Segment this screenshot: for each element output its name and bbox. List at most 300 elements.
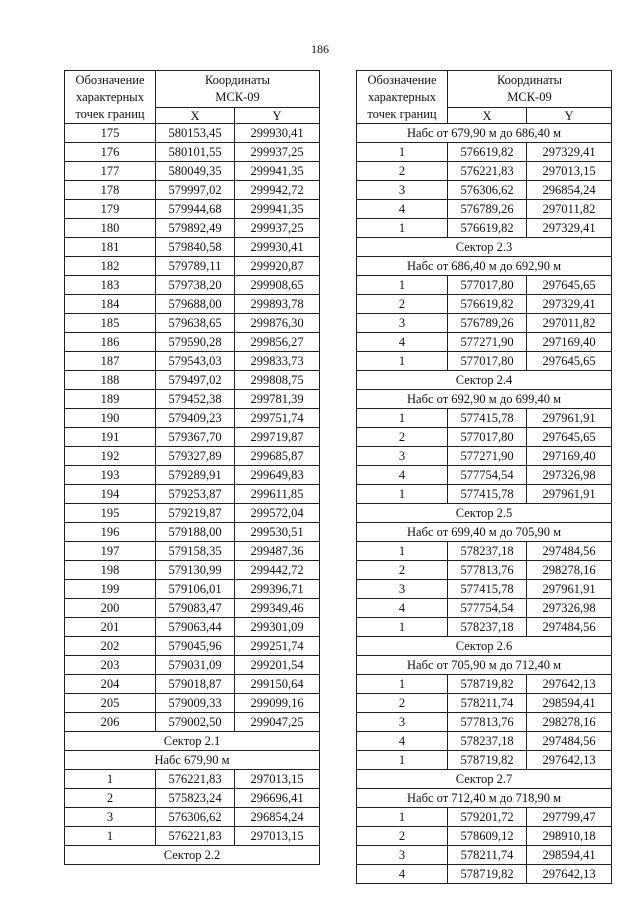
section-label-row	[357, 238, 612, 257]
table-row	[65, 542, 320, 561]
x-coordinate-cell: 577415,78	[448, 409, 527, 428]
table-row	[65, 808, 320, 827]
point-number-cell: 4	[357, 732, 448, 751]
y-coordinate-cell: 298278,16	[527, 561, 612, 580]
point-number-cell: 3	[357, 713, 448, 732]
table-row	[357, 675, 612, 694]
table-row	[357, 143, 612, 162]
y-coordinate-cell: 299201,54	[235, 656, 320, 675]
x-coordinate-cell: 576221,83	[156, 827, 235, 846]
x-coordinate-cell: 577813,76	[448, 561, 527, 580]
table-row	[65, 371, 320, 390]
designation-header-line: характерных	[368, 89, 436, 104]
y-coordinate-cell: 297011,82	[527, 314, 612, 333]
designation-header-line: Обозначение	[75, 72, 145, 87]
x-coordinate-cell: 579543,03	[156, 352, 235, 371]
point-number-cell: 4	[357, 200, 448, 219]
point-number-cell: 2	[357, 428, 448, 447]
y-coordinate-cell: 299349,46	[235, 599, 320, 618]
x-header: X	[156, 108, 235, 124]
x-coordinate-cell: 578211,74	[448, 846, 527, 865]
table-row	[65, 618, 320, 637]
x-coordinate-cell: 577017,80	[448, 276, 527, 295]
y-coordinate-cell: 297011,82	[527, 200, 612, 219]
table-row	[357, 599, 612, 618]
point-number-cell: 3	[357, 580, 448, 599]
point-number-cell: 183	[65, 276, 156, 295]
point-number-cell: 1	[357, 485, 448, 504]
point-number-cell: 1	[357, 618, 448, 637]
point-number-cell: 182	[65, 257, 156, 276]
point-number-cell: 2	[357, 162, 448, 181]
point-number-cell: 194	[65, 485, 156, 504]
coordinates-header	[448, 71, 612, 108]
section-label-row	[65, 732, 320, 751]
section-label: Набс 679,90 м	[65, 751, 320, 770]
y-coordinate-cell: 297961,91	[527, 409, 612, 428]
section-label: Сектор 2.4	[357, 371, 612, 390]
y-coordinate-cell: 299099,16	[235, 694, 320, 713]
table-row	[65, 580, 320, 599]
section-label-row	[357, 124, 612, 143]
point-number-cell: 1	[65, 827, 156, 846]
section-label: Сектор 2.3	[357, 238, 612, 257]
y-coordinate-cell: 297642,13	[527, 675, 612, 694]
table-row	[357, 314, 612, 333]
section-label-row	[357, 656, 612, 675]
table-row	[357, 542, 612, 561]
point-number-cell: 205	[65, 694, 156, 713]
table-row	[357, 865, 612, 884]
y-coordinate-cell: 299530,51	[235, 523, 320, 542]
table-row	[65, 561, 320, 580]
section-label: Сектор 2.2	[65, 846, 320, 865]
x-coordinate-cell: 579018,87	[156, 675, 235, 694]
x-coordinate-cell: 579106,01	[156, 580, 235, 599]
x-coordinate-cell: 575823,24	[156, 789, 235, 808]
coordinates-header-line: МСК-09	[507, 90, 552, 104]
point-number-cell: 1	[357, 352, 448, 371]
y-coordinate-cell: 299150,64	[235, 675, 320, 694]
y-coordinate-cell: 299685,87	[235, 447, 320, 466]
point-number-cell: 190	[65, 409, 156, 428]
y-coordinate-cell: 299930,41	[235, 238, 320, 257]
coordinates-header-line: МСК-09	[215, 90, 260, 104]
section-label-row	[357, 390, 612, 409]
y-coordinate-cell: 299908,65	[235, 276, 320, 295]
x-coordinate-cell: 579289,91	[156, 466, 235, 485]
x-coordinate-cell: 577415,78	[448, 485, 527, 504]
point-number-cell: 196	[65, 523, 156, 542]
section-label: Сектор 2.5	[357, 504, 612, 523]
y-coordinate-cell: 299941,35	[235, 162, 320, 181]
point-number-cell: 197	[65, 542, 156, 561]
point-number-cell: 1	[357, 276, 448, 295]
point-number-cell: 187	[65, 352, 156, 371]
y-coordinate-cell: 299942,72	[235, 181, 320, 200]
point-number-cell: 193	[65, 466, 156, 485]
point-number-cell: 4	[357, 865, 448, 884]
y-coordinate-cell: 299876,30	[235, 314, 320, 333]
x-coordinate-cell: 579840,58	[156, 238, 235, 257]
table-row	[65, 466, 320, 485]
table-row	[65, 333, 320, 352]
coordinates-header	[156, 71, 320, 108]
designation-header-line: точек границ	[367, 106, 437, 121]
x-coordinate-cell: 579002,50	[156, 713, 235, 732]
x-coordinate-cell: 579031,09	[156, 656, 235, 675]
x-coordinate-cell: 576619,82	[448, 219, 527, 238]
y-coordinate-cell: 299751,74	[235, 409, 320, 428]
y-coordinate-cell: 299937,25	[235, 219, 320, 238]
x-coordinate-cell: 579892,49	[156, 219, 235, 238]
x-coordinate-cell: 579738,20	[156, 276, 235, 295]
point-number-cell: 2	[357, 694, 448, 713]
x-coordinate-cell: 578211,74	[448, 694, 527, 713]
point-number-cell: 1	[65, 770, 156, 789]
table-row	[357, 276, 612, 295]
y-coordinate-cell: 297013,15	[527, 162, 612, 181]
x-coordinate-cell: 576221,83	[448, 162, 527, 181]
table-row	[357, 428, 612, 447]
table-row	[357, 352, 612, 371]
point-number-cell: 195	[65, 504, 156, 523]
table-row	[65, 162, 320, 181]
y-coordinate-cell: 297645,65	[527, 428, 612, 447]
section-label-row	[65, 751, 320, 770]
point-number-cell: 178	[65, 181, 156, 200]
x-coordinate-cell: 577415,78	[448, 580, 527, 599]
table-row	[65, 200, 320, 219]
y-coordinate-cell: 297169,40	[527, 447, 612, 466]
y-coordinate-cell: 298910,18	[527, 827, 612, 846]
x-coordinate-cell: 577017,80	[448, 428, 527, 447]
y-coordinate-cell: 299719,87	[235, 428, 320, 447]
y-coordinate-cell: 297169,40	[527, 333, 612, 352]
y-coordinate-cell: 296854,24	[527, 181, 612, 200]
point-number-cell: 184	[65, 295, 156, 314]
y-coordinate-cell: 299941,35	[235, 200, 320, 219]
section-label: Набс от 699,40 м до 705,90 м	[357, 523, 612, 542]
y-coordinate-cell: 297013,15	[235, 827, 320, 846]
point-number-cell: 199	[65, 580, 156, 599]
table-row	[357, 580, 612, 599]
point-number-cell: 2	[357, 827, 448, 846]
designation-header	[357, 71, 448, 124]
table-row	[65, 523, 320, 542]
y-coordinate-cell: 297326,98	[527, 599, 612, 618]
table-row	[65, 314, 320, 333]
table-row	[65, 770, 320, 789]
x-coordinate-cell: 578609,12	[448, 827, 527, 846]
designation-header-line: Обозначение	[367, 72, 437, 87]
table-row	[65, 276, 320, 295]
table-row	[65, 599, 320, 618]
section-label: Набс от 692,90 м до 699,40 м	[357, 390, 612, 409]
y-coordinate-cell: 299808,75	[235, 371, 320, 390]
y-header: Y	[527, 108, 612, 124]
section-label: Сектор 2.1	[65, 732, 320, 751]
coordinates-table-right	[356, 70, 612, 884]
point-number-cell: 3	[357, 447, 448, 466]
x-coordinate-cell: 576789,26	[448, 314, 527, 333]
x-coordinate-cell: 578719,82	[448, 675, 527, 694]
x-coordinate-cell: 579997,02	[156, 181, 235, 200]
x-coordinate-cell: 579201,72	[448, 808, 527, 827]
point-number-cell: 206	[65, 713, 156, 732]
point-number-cell: 1	[357, 219, 448, 238]
x-coordinate-cell: 576221,83	[156, 770, 235, 789]
y-header: Y	[235, 108, 320, 124]
table-row	[357, 200, 612, 219]
y-coordinate-cell: 297484,56	[527, 542, 612, 561]
x-coordinate-cell: 578237,18	[448, 542, 527, 561]
x-coordinate-cell: 580101,55	[156, 143, 235, 162]
coordinates-header-line: Координаты	[496, 73, 563, 87]
coordinates-header-line: Координаты	[204, 73, 271, 87]
y-coordinate-cell: 299937,25	[235, 143, 320, 162]
y-coordinate-cell: 299649,83	[235, 466, 320, 485]
table-row	[65, 637, 320, 656]
point-number-cell: 198	[65, 561, 156, 580]
table-row	[357, 846, 612, 865]
table-row	[357, 409, 612, 428]
table-row	[357, 181, 612, 200]
x-header: X	[448, 108, 527, 124]
point-number-cell: 192	[65, 447, 156, 466]
y-coordinate-cell: 297961,91	[527, 580, 612, 599]
section-label-row	[357, 523, 612, 542]
section-label-row	[357, 371, 612, 390]
section-label-row	[357, 637, 612, 656]
x-coordinate-cell: 577271,90	[448, 333, 527, 352]
section-label: Набс от 679,90 м до 686,40 м	[357, 124, 612, 143]
x-coordinate-cell: 580049,35	[156, 162, 235, 181]
point-number-cell: 4	[357, 599, 448, 618]
x-coordinate-cell: 576619,82	[448, 143, 527, 162]
table-row	[357, 333, 612, 352]
y-coordinate-cell: 299920,87	[235, 257, 320, 276]
table-row	[357, 618, 612, 637]
x-coordinate-cell: 577271,90	[448, 447, 527, 466]
x-coordinate-cell: 580153,45	[156, 124, 235, 143]
y-coordinate-cell: 299611,85	[235, 485, 320, 504]
point-number-cell: 180	[65, 219, 156, 238]
y-coordinate-cell: 297484,56	[527, 732, 612, 751]
table-row	[65, 827, 320, 846]
section-label-row	[357, 770, 612, 789]
point-number-cell: 3	[65, 808, 156, 827]
table-row	[357, 827, 612, 846]
y-coordinate-cell: 297484,56	[527, 618, 612, 637]
point-number-cell: 4	[357, 333, 448, 352]
point-number-cell: 189	[65, 390, 156, 409]
table-row	[357, 561, 612, 580]
table-row	[65, 447, 320, 466]
point-number-cell: 202	[65, 637, 156, 656]
x-coordinate-cell: 579688,00	[156, 295, 235, 314]
point-number-cell: 1	[357, 409, 448, 428]
point-number-cell: 176	[65, 143, 156, 162]
x-coordinate-cell: 576619,82	[448, 295, 527, 314]
y-coordinate-cell: 299781,39	[235, 390, 320, 409]
x-coordinate-cell: 579590,28	[156, 333, 235, 352]
x-coordinate-cell: 578237,18	[448, 732, 527, 751]
y-coordinate-cell: 296854,24	[235, 808, 320, 827]
point-number-cell: 1	[357, 675, 448, 694]
table-row	[65, 181, 320, 200]
table-row	[357, 295, 612, 314]
coordinates-table-left	[64, 70, 320, 865]
section-label: Сектор 2.7	[357, 770, 612, 789]
y-coordinate-cell: 297013,15	[235, 770, 320, 789]
designation-header	[65, 71, 156, 124]
x-coordinate-cell: 579253,87	[156, 485, 235, 504]
x-coordinate-cell: 579497,02	[156, 371, 235, 390]
y-coordinate-cell: 297326,98	[527, 466, 612, 485]
table-row	[357, 485, 612, 504]
section-label: Набс от 686,40 м до 692,90 м	[357, 257, 612, 276]
x-coordinate-cell: 577813,76	[448, 713, 527, 732]
y-coordinate-cell: 299251,74	[235, 637, 320, 656]
point-number-cell: 3	[357, 181, 448, 200]
section-label: Набс от 712,40 м до 718,90 м	[357, 789, 612, 808]
point-number-cell: 203	[65, 656, 156, 675]
table-row	[357, 219, 612, 238]
y-coordinate-cell: 297642,13	[527, 865, 612, 884]
table-row	[65, 352, 320, 371]
point-number-cell: 185	[65, 314, 156, 333]
point-number-cell: 2	[65, 789, 156, 808]
point-number-cell: 2	[357, 295, 448, 314]
table-row	[65, 504, 320, 523]
y-coordinate-cell: 297961,91	[527, 485, 612, 504]
point-number-cell: 175	[65, 124, 156, 143]
table-row	[357, 808, 612, 827]
page-number: 186	[311, 42, 329, 56]
y-coordinate-cell: 296696,41	[235, 789, 320, 808]
table-row	[65, 390, 320, 409]
point-number-cell: 1	[357, 808, 448, 827]
table-row	[357, 466, 612, 485]
x-coordinate-cell: 577754,54	[448, 599, 527, 618]
x-coordinate-cell: 579638,65	[156, 314, 235, 333]
table-row	[65, 295, 320, 314]
y-coordinate-cell: 297329,41	[527, 219, 612, 238]
x-coordinate-cell: 578719,82	[448, 751, 527, 770]
table-row	[65, 656, 320, 675]
y-coordinate-cell: 297329,41	[527, 295, 612, 314]
section-label-row	[65, 846, 320, 865]
x-coordinate-cell: 579789,11	[156, 257, 235, 276]
y-coordinate-cell: 297642,13	[527, 751, 612, 770]
point-number-cell: 1	[357, 143, 448, 162]
x-coordinate-cell: 579188,00	[156, 523, 235, 542]
table-row	[65, 143, 320, 162]
y-coordinate-cell: 299301,09	[235, 618, 320, 637]
table-row	[65, 219, 320, 238]
point-number-cell: 179	[65, 200, 156, 219]
point-number-cell: 3	[357, 314, 448, 333]
x-coordinate-cell: 576306,62	[156, 808, 235, 827]
y-coordinate-cell: 299893,78	[235, 295, 320, 314]
point-number-cell: 2	[357, 561, 448, 580]
y-coordinate-cell: 298278,16	[527, 713, 612, 732]
y-coordinate-cell: 299572,04	[235, 504, 320, 523]
table-row	[65, 428, 320, 447]
y-coordinate-cell: 299856,27	[235, 333, 320, 352]
y-coordinate-cell: 297329,41	[527, 143, 612, 162]
table-row	[357, 694, 612, 713]
x-coordinate-cell: 579219,87	[156, 504, 235, 523]
table-row	[357, 751, 612, 770]
section-label: Сектор 2.6	[357, 637, 612, 656]
table-row	[357, 447, 612, 466]
x-coordinate-cell: 579327,89	[156, 447, 235, 466]
x-coordinate-cell: 579009,33	[156, 694, 235, 713]
table-row	[65, 124, 320, 143]
y-coordinate-cell: 297799,47	[527, 808, 612, 827]
point-number-cell: 188	[65, 371, 156, 390]
point-number-cell: 181	[65, 238, 156, 257]
table-row	[65, 713, 320, 732]
table-row	[65, 694, 320, 713]
section-label-row	[357, 504, 612, 523]
point-number-cell: 201	[65, 618, 156, 637]
x-coordinate-cell: 576306,62	[448, 181, 527, 200]
designation-header-line: характерных	[76, 89, 144, 104]
y-coordinate-cell: 299930,41	[235, 124, 320, 143]
point-number-cell: 177	[65, 162, 156, 181]
x-coordinate-cell: 577754,54	[448, 466, 527, 485]
y-coordinate-cell: 299047,25	[235, 713, 320, 732]
x-coordinate-cell: 579083,47	[156, 599, 235, 618]
x-coordinate-cell: 579063,44	[156, 618, 235, 637]
x-coordinate-cell: 579409,23	[156, 409, 235, 428]
x-coordinate-cell: 578237,18	[448, 618, 527, 637]
table-row	[65, 789, 320, 808]
table-row	[65, 675, 320, 694]
point-number-cell: 4	[357, 466, 448, 485]
y-coordinate-cell: 299833,73	[235, 352, 320, 371]
x-coordinate-cell: 579367,70	[156, 428, 235, 447]
x-coordinate-cell: 579158,35	[156, 542, 235, 561]
y-coordinate-cell: 297645,65	[527, 276, 612, 295]
section-label-row	[357, 257, 612, 276]
table-row	[357, 162, 612, 181]
y-coordinate-cell: 299442,72	[235, 561, 320, 580]
table-row	[65, 409, 320, 428]
point-number-cell: 191	[65, 428, 156, 447]
x-coordinate-cell: 576789,26	[448, 200, 527, 219]
y-coordinate-cell: 298594,41	[527, 846, 612, 865]
y-coordinate-cell: 299487,36	[235, 542, 320, 561]
point-number-cell: 3	[357, 846, 448, 865]
designation-header-line: точек границ	[75, 106, 145, 121]
point-number-cell: 1	[357, 542, 448, 561]
x-coordinate-cell: 578719,82	[448, 865, 527, 884]
table-row	[357, 732, 612, 751]
x-coordinate-cell: 579045,96	[156, 637, 235, 656]
x-coordinate-cell: 579130,99	[156, 561, 235, 580]
table-row	[65, 257, 320, 276]
point-number-cell: 200	[65, 599, 156, 618]
section-label: Набс от 705,90 м до 712,40 м	[357, 656, 612, 675]
x-coordinate-cell: 579452,38	[156, 390, 235, 409]
table-row	[65, 485, 320, 504]
x-coordinate-cell: 577017,80	[448, 352, 527, 371]
point-number-cell: 204	[65, 675, 156, 694]
